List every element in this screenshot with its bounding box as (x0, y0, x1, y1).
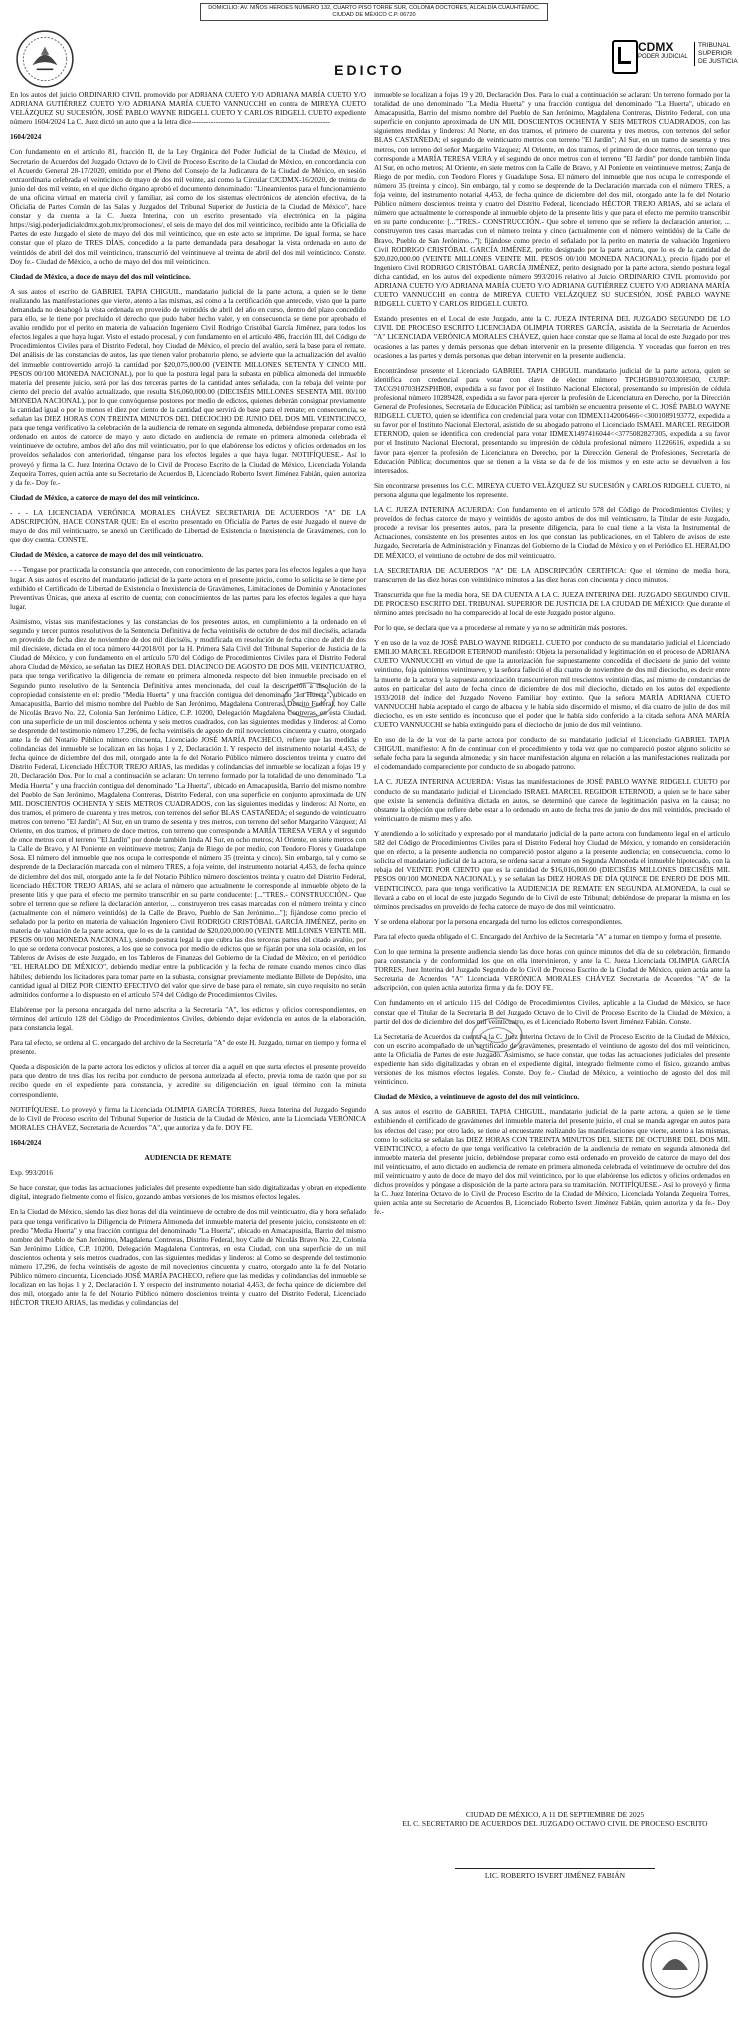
paragraph: - - - LA LICENCIADA VERÓNICA MORALES CHÁVEZ SECRETARIA DE ACUERDOS "A" DE LA ADSCRIPCIÓN, HACE CONSTAR QUE: En el escrito presentado en Oficialía de Partes de este Juzgado el nueve de mayo de dos mil veinticuatro, se anexó un Certificado de Libertad de Existencia o Inexistencia de Gravámenes, con lo que doy cuenta. CONSTE. (10, 507, 366, 545)
tsj-stamp-icon (640, 1930, 710, 2000)
signature-place-date: CIUDAD DE MÉXICO, A 11 DE SEPTIEMBRE DE 2025 (465, 1810, 645, 1819)
right-column (374, 90, 730, 1223)
paragraph: Transcurrida que fue la media hora, SE DA CUENTA A LA C. JUEZA INTERINA DEL JUZGADO SEGUNDO CIVIL DE PROCESO ESCRITO DEL TRIBUNAL SUPERIOR DE JUSTICIA DE LA CIUDAD DE MÉXICO: Que durante el término antes precisado no ha comparecido al local de este Juzgado postor alguno. (374, 589, 730, 617)
paragraph: inmueble se localizan a fojas 19 y 20, Declaración Dos. Para lo cual a continuación se aclaran: Un terreno formado por la totalidad de uno denominado "La Media Huerta" y una fracción contigua del denominado "La Huerta", ubicado en Amacapusitla, Barrio del mismo nombre del Pueblo de San Jerónimo, Magdalena Contreras, Distrito Federal, con una superficie en conjunto aproximada de UN MIL DOSCIENTOS OCHENTA Y SEIS METROS CUADRADOS, con las siguientes medidas y linderos: Al Norte, en dos tramos, el primero de cuarenta y tres metros, con terrenos del señor BLAS CASTAÑEDA; el segundo de veinticuatro metros con terreno "El Jardín"; Al Sur, en un tramo de sesenta y tres metros, con terreno del señor Margarito Vázquez; Al Oriente, en dos tramos, el primero de doce metros, con terreno que corresponde a MARÍA TERESA VERA y el segundo de once metros con el terreno "El Jardín" por donde también linda Al Sur, en ocho metros; Al Oriente, en siete metros con la Calle de Bravo, y Al Poniente en veintinueve metros; Zanja de Riego de por medio, con Teodoro Flores y Guadalupe Sosa. El número del inmueble que nos ocupa le corresponde el número 35 (treinta y cinco). Sin embargo, tal y como se desprende de la Declaración marcada con el número TRES, a foja veinte, del instrumento notarial 4,453, de fecha quince de diciembre del dos mil, otorgado ante la fe del Notario Público número doscientos treinta y cuatro del Distrito Federal, licenciado HÉCTOR TREJO ARIAS, ahí se aclara el número que actualmente le corresponde al inmueble objeto de la presente litis y que para el efecto me permito transcribir en su parte conducente: [..."TRES.- CONSTRUCCIÓN.- Que sobre el terreno que se refiere la declaración anterior, ... construyeron tres casas marcadas con el número treinta y cinco (actualmente con el número veintidós) de la Calle de Bravo, Pueblo de San Jerónimo..."]; fijándose como precio el señalado por la perito en materia de valuación Ingeniero Civil RODRIGO CRISTÓBAL GARCÍA JIMÉNEZ, perito designado por la parte actora, que lo es de la cantidad de $20,020,000.00 (VEINTE MILLONES VEINTE MIL PESOS 00/100 MONEDA NACIONAL), precio fijado por el Ingeniero Civil RODRIGO CRISTÓBAL GARCÍA JIMÉNEZ, perito designado por la parte actora, siendo postura legal dicha cantidad, en los autos del expediente número 993/2016 relativo al Juicio ORDINARIO CIVIL promovido por ADRIANA CUETO Y/O ADRIANA MARÍA CUETO Y/O ADRIANA GUTIÉRREZ CUETO Y/O ADRIANA MARÍA CUETO VANNUCCHI en contra de MIREYA CUETO VELÁZQUEZ SU SUCESIÓN, JOSÉ PABLO WAYNE RIDGELL CUETO Y CARLOS RIDGELL CUETO. (374, 90, 730, 309)
paragraph: Y atendiendo a lo solicitado y expresado por el mandatario judicial de la parte actora con fundamento legal en el artículo 582 del Código de Procedimientos Civiles para el Distrito Federal hoy Ciudad de México, y tomando en consideración que en efecto, a la presente audiencia no compareció postor alguno a la presente audiencia; en consecuencia, como lo solicita el mandatario judicial de la actora, se ordena sacar a remate en Segunda Almoneda el inmueble hipotecado, con la rebaja del VEINTE POR CIENTO que es la cantidad de $16,016,000.00 (DIECISÉIS MILLONES DIECISÉIS MIL PESOS 00/100 MONEDA NACIONAL), y se señalan las DIEZ HORAS DE DÍA QUINCE DE ENERO DE DOS MIL VEINTICINCO, para que tenga verificativo la AUDIENCIA DE REMATE EN SEGUNDA ALMONEDA, la cual se llevará a cabo en el local de este juzgado Segundo de lo Civil de este Tribunal; debiéndose de preparar la misma en los términos precisados en proveído de fecha catorce de mayo de dos mil veinticuatro. (374, 828, 730, 911)
paragraph: Encontrándose presente el Licenciado GABRIEL TAPIA CHIGUIL mandatario judicial de la parte actora, quien se identifica con credencial para votar con clave de elector número TPCHGB91070330H500, CURP: TACG910703HZSPHB08, expedida a su favor por el Instituto Nacional Electoral, presentando su impresión de cédula profesional número 10289428, expedida a su favor para ejercer la profesión de Licenciatura en Derecho, por la Dirección General de Profesiones, Secretaría de Educación Pública; así también se encuentra presente el C. JOSÉ PABLO WAYNE RIDGELL CUETO, quien se identifica con credencial para votar con IDMEX1142006466<<3001089193772, expedida a su favor por el Instituto Nacional Electoral, asistido de su abogado patrono el Licenciado ISMAEL MARCEL REGIDOR ETERNOD, quien se identifica con credencial para votar IDMEX1497416044<<3775082827305, expedida a su favor por el Instituto Nacional Electoral, presentando su impresión de cédula profesional número 11226616, expedida a su favor para ejercer la profesión de Licenciatura en Derecho, por la Dirección General de Profesiones, Secretaría de Educación Pública; documentos que se tienen a la vista se da fe de los mismos y en este acto se devuelven a los interesados. (374, 365, 730, 475)
paragraph: Y se ordena elaborar por la persona encargada del turno los edictos correspondientes. (374, 916, 623, 926)
signature-role: EL C. SECRETARIO DE ACUERDOS DEL JUZGADO OCTAVO CIVIL DE PROCESO ESCRITO (402, 1819, 708, 1828)
paragraph: Para tal efecto, se ordena al C. encargado del archivo de la Secretaría "A" de este H. Juzgado, turnar en tiempo y forma el presente. (10, 1038, 366, 1057)
paragraph: Estando presentes en el Local de este Juzgado, ante la C. JUEZA INTERINA DEL JUZGADO SEGUNDO DE LO CIVIL DE PROCESO ESCRITO LICENCIADA OLIMPIA TORRES GARCÍA, asistida de la Secretaria de Acuerdos "A" LICENCIADA VERÓNICA MORALES CHÁVEZ, quien hace constar que se llama al local de este Juzgado por tres ocasiones a las partes y demás personas que deban intervenir en la presente diligencia. Y voceadas que fueron en tres ocasiones a las partes y demás personas que deban intervenir en la presente audiencia. (374, 314, 730, 360)
logo-tsj-text: TRIBUNAL SUPERIOR DE JUSTICIA (694, 42, 739, 66)
paragraph: Con lo que termina la presente audiencia siendo las doce horas con quince minutos del día de su celebración, firmando para constancia y de conformidad los que en ella intervinieron, y ante la C. Jueza Licenciada OLIMPIA GARCÍA TORRES, Juez Interina del Juzgado Segundo de lo Civil de Proceso Escrito de la Ciudad de México, quien actúa ante la Secretaria de Acuerdos "A" Licenciada VERÓNICA MORALES CHÁVEZ Secretaria de Acuerdos "A" de la adscripción, con quien actúa autoriza firma y da fe. DOY FE. (374, 946, 730, 993)
date-heading: Ciudad de México, a veintinueve de agosto del dos mil veinticinco. (374, 1092, 580, 1102)
paragraph: Y en uso de la voz de JOSÉ PABLO WAYNE RIDGELL CUETO por conducto de su mandatario judicial el Licenciado EMILIO MARCEL REGIDOR ETERNOD manifestó: Objeta la personalidad y legitimación en el proceso de ADRIANA CUETO VANNUCCHI en virtud de que la autorización fue supuestamente concedida el diecisiete de junio del veinte veintiuno, foja quinientos veintinueve, y la señora falleció el día cuatro de noviembre de dos mil dieciocho, es decir entre la muerte de la actora y la supuesta autorización transcurrieron mil trescientos veintiún días, así mismo de constancias de autos en particular del auto de fecha cinco de diciembre de dos mil dieciocho, dictado en los autos del expediente 1933/2018 del índice del Juzgado Noveno Familiar hoy extinto. Que la señora MARÍA ADRIANA CUETO VANNUCCHI había aceptado el cargo de albacea y le había sido discernido el mismo, el día cuatro de julio de dos mil dieciocho, es en este sentido es inconcuso que el poder que le había sido conferido a la citada señora ANA MARÍA CUETO VANNUCCHI se había extinguido para el dieciocho de junio de dos mil veintiuno. (374, 638, 730, 729)
section-heading: AUDIENCIA DE REMATE (144, 1153, 232, 1163)
paragraph: En la Ciudad de México, siendo las diez horas del día veintinueve de octubre de dos mil veinticuatro, día y hora señalado para que tenga verificativo la Diligencia de Primera Almoneda del inmueble materia del presente juicio, consistente en el: predio "Media Huerta" y una fracción contigua del denominado "La Huerta", ubicado en Amacapusitla, Barrio del mismo nombre del Pueblo de San Jerónimo, Magdalena Contreras, Distrito Federal, hoy Calle de Nicolás Bravo No. 22, Colonia San Jerónimo Lídice, C.P. 10200, Delegación Magdalena Contreras, en esta Ciudad, con una superficie de un mil doscientos ochenta y seis metros cuadrados, con las siguientes medidas y linderos: al Como se desprende del testimonio número 17,296, de fecha veintiséis de agosto de mil novecientos cincuenta y cuatro, otorgado ante la fe del Notario Público número cincuenta, Licenciado JOSÉ MARÍA PACHECO, refiere que las medidas y colindancias del inmueble se localizan en las hojas 1 y 2, Declaración I. Y respecto del instrumento notarial 4,453, de fecha quince de diciembre del dos mil, otorgado ante la fe del Notario Público número doscientos treinta y cuatro del Distrito Federal, Licenciado HÉCTOR TREJO ARIAS, las medidas y colindancias del (10, 1207, 366, 1308)
paragraph: Elabórense por la persona encargada del turno adscrita a la Secretaría "A", los edictos y oficios correspondientes, en términos del artículo 128 del Código de Procedimientos Civiles, debiendo dejar evidencia en autos de la elaboración, para constancia legal. (10, 1004, 366, 1032)
date-heading: 1604/2024 (10, 132, 42, 142)
court-stamp-icon (470, 1015, 524, 1055)
date-heading: Ciudad de México, a catorce de mayo del dos mil veinticuatro. (10, 550, 204, 560)
logo-pj-text: PODER JUDICIAL (638, 54, 688, 60)
paragraph: NOTIFÍQUESE. Lo proveyó y firma la Licenciada OLIMPIA GARCÍA TORRES, Jueza Interina del Juzgado Segundo de lo Civil de Proceso escrito del Tribunal Superior de Justicia de la Ciudad de México, ante la Licenciada VERÓNICA MORALES CHÁVEZ, Secretaria de Acuerdos "A", que autoriza y da fe. DOY FE. (10, 1104, 366, 1132)
paragraph: Exp. 993/2016 (10, 1168, 53, 1178)
paragraph: Se hace constar, que todas las actuaciones judiciales del presente expediente han sido digitalizadas y obran en expediente digital, integrado fielmente como el físico, gozando ambas versiones de los mismos efectos legales. (10, 1183, 366, 1202)
court-logo (612, 40, 738, 80)
paragraph: A sus autos el escrito de GABRIEL TAPIA CHIGUIL, mandatario judicial de la parte actora, a quien se le tiene exhibiendo el certificado de gravámenes del inmueble materia del presente juicio, el cual se manda agregar en autos para los efectos del caso; por otro lado, se tiene al encuestante realizando las manifestaciones que vierte, atento a las mismas, como lo solicita se señalan las DIEZ HORAS CON TREINTA MINUTOS DEL SIETE DE OCTUBRE DEL DOS MIL VEINTICINCO, a efecto de que tenga verificativo la celebración de la audiencia de remate en segunda almoneda del inmueble materia del presente juicio, debiéndose preparar como está ordenado en proveído de catorce de mayo del dos mil veinticuatro, el auto dictado en audiencia de remate en primera almoneda celebrada el veintinueve de octubre del dos mil veinticuatro y auto de doce de mayo del dos mil veinticinco, por lo que elabórense los edictos y oficios ordenados en dichos proveídos y póngase a disposición de la parte actora para su tramitación. NOTIFÍQUESE.- Así lo proveyó y firma la C. Juez Interina Octavo de lo Civil de Proceso Escrito de la Ciudad de México, Licenciada Yolanda Zequeira Torres, quien actúa ante su Secretario de Acuerdos B, Licenciado Roberto Isvert Jiménez Fabián, quien autoriza y da fe.- Doy fe.- (374, 1107, 730, 1217)
paragraph: Para tal efecto queda obligado el C. Encargado del Archivo de la Secretaría "A" a turnar en tiempo y forma el presente. (374, 931, 722, 941)
logo-cdmx-text: CDMX (638, 40, 674, 54)
paragraph: Asimismo, vistas sus manifestaciones y las constancias de los presentes autos, en cumplimiento a la ordenado en el segundo y tercer puntos resolutivos de la Sentencia Definitiva de fecha veintiséis de octubre de dos mil dieciséis, aclarada en proveído de fecha diez de noviembre de dos mil dieciséis, y modificada en resolución de fecha cinco de abril de dos mil diecisiete, dictada en el toca número 44/2018/01 por la H. Primera Sala Civil del Tribunal Superior de Justicia de la Ciudad de México, y con fundamento en el artículo 570 del Código de Procedimientos Civiles para el Distrito Federal ahora Ciudad de México, se señalan las DIEZ HORAS DEL DIACINCO DE AGOSTO DE DOS MIL VEINTICUATRO, para que tenga verificativo la diligencia de remate en primera almoneda respecto del bien inmueble precisado en el Segundo punto resolutivo de la Sentencia Definitiva antes mencionada, del cual la descripción a disolución de la copropiedad consistente en el: predio "Media Huerta" y una fracción contigua del denominado "La Huerta", ubicado en Amacapusitla, Barrio del mismo nombre del Pueblo de San Jerónimo, Magdalena Contreras, Distrito Federal, hoy Calle de Nicolás Bravo No. 22, Colonia San Jerónimo Lídice, C.P. 10200, Delegación Magdalena Contreras, en esta Ciudad, con una superficie de un mil doscientos ochenta y seis metros cuadrados, con las siguientes medidas y linderos: al Como se desprende del testimonio número 17,296, de fecha veintiséis de agosto de mil novecientos cincuenta y cuatro, otorgado ante la fe del Notario Público número cincuenta, Licenciado JOSÉ MARÍA PACHECO, refiere que las medidas y colindancias del inmueble se localizan en las hojas 1 y 2, Declaración I. Y respecto del instrumento notarial 4,453, de fecha quince de diciembre del dos mil, otorgado ante la fe del Notario Público número doscientos treinta y cuatro del Distrito Federal, Licenciado HÉCTOR TREJO ARIAS, las medidas y colindancias del inmueble se localizan a fojas 19 y 20, Declaración Dos. Por lo cual a continuación se aclaran: Un terreno formado por la totalidad de uno denominado "La Media Huerta" y una fracción contigua del denominado "La Huerta", ubicado en Amacapusitla, Barrio del mismo nombre del Pueblo de San Jerónimo, Magdalena Contreras, Distrito Federal, con una superficie en conjunto aproximada de UN MIL DOSCIENTOS OCHENTA Y SEIS METROS CUADRADOS, con las siguientes medidas y linderos: Al Norte, en dos tramos, el primero de cuarenta y tres metros, con terrenos del señor BLAS CASTAÑEDA; el segundo de veinticuatro metros con terreno "El Jardín"; Al Sur, en un tramo de sesenta y tres metros, con terreno del señor Margarito Vázquez; Al Oriente, en dos tramos, el primero de doce metros, con terreno que corresponde a MARÍA TERESA VERA y el segundo de once metros con el terreno "El Jardín" por donde también linda Al Sur, en ocho metros; Al Oriente, en siete metros con la Calle de Bravo, y Al Poniente en veintinueve metros; Zanja de Riego de por medio, con Teodoro Flores y Guadalupe Sosa. El número del inmueble que nos ocupa le corresponde el número 35 (treinta y cinco). Sin embargo, tal y como se desprende de la Declaración marcada con el número TRES, a foja veinte, del instrumento notarial 4,453, de fecha quince de diciembre del dos mil, otorgado ante la fe del Notario Público número doscientos treinta y cuatro del Distrito Federal, licenciado HÉCTOR TREJO ARIAS, ahí se aclara el número que actualmente le corresponde al inmueble objeto de la presente litis y que para el efecto me permito transcribir en su parte conducente: [..."TRES.- CONSTRUCCIÓN.- Que sobre el terreno que se refiere la declaración anterior, ... construyeron tres casas marcadas con el número treinta y cinco (actualmente con el número veintidós) de la Calle de Bravo, Pueblo de San Jerónimo..."]; fijándose como precio el señalado por la perito en materia de valuación Ingeniero Civil RODRIGO CRISTÓBAL GARCÍA JIMÉNEZ, perito en materia de valuación de la parte actora, que lo es de la cantidad de $20,020,000.00 (VEINTE MILLONES VEINTE MIL PESOS 00/100 MONEDA NACIONAL), siendo postura legal la que cubra las dos terceras partes del citado avalúo, por lo que se ordena convocar postores, a los que se convoca por medio de edictos que se fijarán por una sola ocasión, en los Tableros de Avisos de este Juzgado, en los Tableros de Finanzas del Gobierno de la Ciudad de México, en el periódico "EL HERALDO DE MÉXICO", debiendo mediar entre la publicación y la fecha de remate cuando menos cinco días hábiles; debiendo los licitadores para tomar parte en la subasta, consignar previamente mediante Billete de Depósito, una cantidad igual al DIEZ POR CIENTO EFECTIVO del valor que sirve de base para el remate, sin cuyo requisito no serán admitidos conforme a lo dispuesto en el artículo 574 del Código de Procedimientos Civiles. (10, 616, 367, 999)
paragraph: Queda a disposición de la parte actora los edictos y oficios al tercer día a aquél en que surta efectos el presente proveído para que dentro de tres días los reciba por conducto de persona autorizada al efecto, previa toma de razón que por su recibo quede en el expediente para constancia, y acredite su diligenciación en igual término con la minuta correspondiente. (10, 1062, 366, 1099)
paragraph: En uso de la de la voz de la parte actora por conducto de su mandatario judicial el Licenciado GABRIEL TAPIA CHIGUIL manifiesto: A fin de continuar con el procedimiento y toda vez que no compareció postor alguno solicito se señale fecha para la segunda almoneda; y sin hacer manifestación alguna en relación a las manifestaciones realizada por el codemandado compareciente por conducto de su abogado patrono. (374, 735, 730, 772)
signature-line (455, 1868, 655, 1869)
paragraph: A sus autos el escrito de GABRIEL TAPIA CHIGUIL, mandatario judicial de la parte actora, a quien se le tiene realizando las manifestaciones que vierte, atento a las mismas, así como a la certificación que antecede, visto que la parte demandada no desahogó la vista ordenada en proveído de veintidós de abril del año en curso, dentro del plazo concedido para ello, se le tiene por precluido el derecho que pudo haber hecho valer, y en consecuencia se tiene por aprobado el avalúo rendido por el perito en materia de valuación Ingeniero Civil Rodrigo Cristóbal García Jiménez, para todos los efectos legales a que haya lugar. Visto el estado procesal, y con fundamento en el artículo 486, fracción III, del Código de Procedimientos Civiles para el Distrito Federal, hoy Ciudad de México, el precio del avalúo, será la base para el remate. Del análisis de las constancias de autos, las que tienen valor probatorio pleno, se advierte que la actualización del avalúo del inmueble controvertido arrojó la cantidad por $20,075,000.00 (VEINTE MILLONES SETENTA Y CINCO MIL PESOS 00/100 MONEDA NACIONAL), por lo que la postura legal para la subasta en pública almoneda del inmueble materia del presente juicio, será por las dos terceras partes de la cantidad antes señalada, con la rebaja del veinte por ciento del precio del avalúo actualizado, que resulta $16,060,000.00 (DIECISÉIS MILLONES SESENTA MIL 00/100 MONEDA NACIONAL), por lo que convóquense postores por medio de edictos, quienes deberán consignar previamente la cantidad igual o por lo menos el diez por ciento de la cantidad que servirá de base para el remate; en consecuencia, se señalan las DIEZ HORAS CON TREINTA MINUTOS DEL DIECIOCHO DE JUNIO DEL DOS MIL VEINTICINCO, para que tenga verificativo la celebración de la audiencia de remate en segunda almoneda, debiéndose preparar como está ordenado en autos de catorce de mayo y auto dictado en audiencia de remate en primera almoneda celebrada el veintinueve de octubre, ambos del año dos mil veinticuatro, por lo que elabórense los edictos y oficios ordenados en los proveídos señalados con anterioridad, ténganse para los efectos legales a que haya lugar. NOTIFÍQUESE.- Así lo proveyó y firma la C. Juez Interina Octavo de lo Civil de Proceso Escrito de la Ciudad de México, Licenciada Yolanda Zequeira Torres, quien actúa ante su Secretario de Acuerdos B, Licenciado Roberto Isvert Jiménez Fabián, quien autoriza y da fe.- Doy fe.- (10, 286, 366, 487)
paragraph: Sin encontrarse presentes los C.C. MIREYA CUETO VELÁZQUEZ SU SUCESIÓN y CARLOS RIDGELL CUETO, ni persona alguna que legalmente los represente. (374, 480, 730, 499)
signature-block (380, 1810, 730, 1880)
date-heading: Ciudad de México, a doce de mayo del dos mil veinticinco. (10, 271, 191, 281)
cdmx-logo-icon (612, 40, 638, 74)
paragraph: Con fundamento en el artículo 115 del Código de Procedimientos Civiles, aplicable a la Ciudad de México, se hace constar que el Titular de la Secretaría B del Juzgado Octavo de lo Civil de Proceso Escrito de la Ciudad de México, a partir del dos de diciembre del dos mil veinticuatro, es el Licenciado Roberto Isvert Jiménez Fabián. Conste. (374, 998, 730, 1026)
document-title: EDICTO (334, 62, 405, 78)
paragraph: LA C. JUEZA INTERINA ACUERDA: Vistas las manifestaciones de JOSÉ PABLO WAYNE RIDGELL CUETO por conducto de su mandatario judicial el Licenciado ISRAEL MARCEL REGIDOR ETERNOD, a quien se le hace saber que existe la sentencia definitiva dictada en autos, se determinó que carece de legitimación pasiva en la causa; no obstante la objeción que refiere debe estar a lo ordenado en auto de fecha tres de junio de dos mil veintidós, precisado el veinticuatro de mismo mes y año. (374, 777, 730, 823)
paragraph: LA SECRETARIA DE ACUERDOS "A" DE LA ADSCRIPCIÓN CERTIFICA: Que el término de media hora, transcurren de las diez horas con veintiúnico minutos a las diez horas con cincuenta y cinco minutos. (374, 565, 730, 584)
court-address: DOMICILIO: AV. NIÑOS HEROES NUMERO 132, CUARTO PISO TORRE SUR, COLONIA DOCTORES, ALCALDÍA CUAUHTÉMOC, CIUDAD DE MÉXICO C.P. 06720 (200, 3, 548, 21)
paragraph: En los autos del juicio ORDINARIO CIVIL promovido por ADRIANA CUETO Y/O ADRIANA MARÍA CUETO Y/O ADRIANA GUTIÉRREZ CUETO Y/O ADRIANA MARÍA CUETO VANNUCCHI en contra de MIREYA CUETO VELÁZQUEZ SU SUCESIÓN, JOSÉ PABLO WAYNE RIDGELL CUETO Y CARLOS RIDGELL CUETO expediente número 1604/2024 La C. Juez dictó un auto que a la letra dice--------------------------------------------------------- (10, 90, 366, 127)
paragraph: Por lo que, se declara que va a procederse al remate y ya no se admitirán más postores. (374, 623, 628, 633)
signature-name: LIC. ROBERTO ISVERT JIMÉNEZ FABIÁN (484, 1871, 626, 1880)
paragraph: Con fundamento en el artículo 81, fracción II, de la Ley Orgánica del Poder Judicial de la Ciudad de México, el Secretario de Acuerdos del Juzgado Octavo de lo Civil de Proceso Escrito de la Ciudad de México, en concordancia con el Acuerdo General 28-17/2020, emitido por el Pleno del Consejo de la Judicatura de la Ciudad de México, en sesión extraordinaria celebrada el veinticinco de mayo de dos mil veinte, así como la Circular CJCDMX-16/2020, de treinta de junio del dos mil veinte, en el que dicho órgano aprobó el documento denominado: "Lineamientos para el funcionamiento de una oficina virtual en materia civil y familiar, así como de los sistemas electrónicos de atención efectiva, de la Oficialía de Partes Común de las Salas y Juzgados del Tribunal Superior de Justicia de la Ciudad de México", hace constar y da cuenta a la C. Jueza Interina, con un escrito presentado vía electrónica en la página https://sigj.poderjudicialcdmx.gob.mx/promociones/, el seis de mayo del dos mil veinticinco, recibido ante la Oficialía de Partes de este Juzgado el siete de mayo del dos mil veinticinco, que en este acto se imprime. De igual forma, se hace constar que el plazo de TRES DÍAS, concedido a la parte demandada para desahogar la vista ordenada en auto de veintidós de abril del dos mil veinticinco, transcurrió del veintinueve al treinta de abril del dos mil veinticinco. Conste. Doy fe.- Ciudad de México, a ocho de mayo del dos mil veinticinco. (10, 147, 366, 266)
date-heading: 1604/2024 (10, 1137, 42, 1147)
paragraph: - - - Tengase por practicada la constancia que antecede, con conocimiento de las partes para los efectos legales a que haya lugar. A sus autos el escrito del mandatario judicial de la parte actora en el presente juicio, como lo solicita se le tiene por exhibido el Certificado de Libertad de Existencia o Inexistencia de Gravámenes, Limitaciones de Dominio y Anotaciones Preventivas Únicas, que anexa al escrito de cuenta; con conocimientos de las partes para los efectos legales a que haya lugar. (10, 565, 366, 611)
court-stamp-icon (282, 680, 336, 720)
paragraph: LA C. JUEZA INTERINA ACUERDA: Con fundamento en el artículo 578 del Código de Procedimientos Civiles; y proveídos de fechas catorce de mayo y veintidós de agosto ambos de dos mil veinticuatro, la Titular de este Juzgado, procede a revisar los presentes autos, para la presente diligencia, para lo cual tiene a la vista la Instrumental de Actuaciones, consistente en los presentes autos en los que constan las publicaciones, en el Tablero de avisos de este Juzgado, Secretaría de Administración y Finanzas del Gobierno de la Ciudad de México y en el Periódico EL HERALDO DE MÉXICO, el veintiuno de octubre de dos mil veinticuatro. (374, 505, 730, 560)
paragraph: La Secretaria de Acuerdos da cuenta a la C. Juez Interina Octavo de lo Civil de Proceso Escrito de la Ciudad de México, con un escrito acompañado de un certificado de gravámenes, presentado el veintiuno de agosto del dos mil veinticinco, ante la Oficialía de Partes de este Juzgado. Asimismo, se hace constar, que todas las actuaciones judiciales del presente expediente han sido digitalizadas y obran en el expediente digital, integrado fielmente como el físico, gozando ambas versiones de los mismos efectos legales. Conste. Doy fe.- Ciudad de México, a veintiocho de agosto del dos mil veinticinco. (374, 1031, 730, 1087)
date-heading: Ciudad de México, a catorce de mayo del dos mil veinticinco. (10, 492, 200, 502)
national-seal-icon (14, 28, 76, 90)
